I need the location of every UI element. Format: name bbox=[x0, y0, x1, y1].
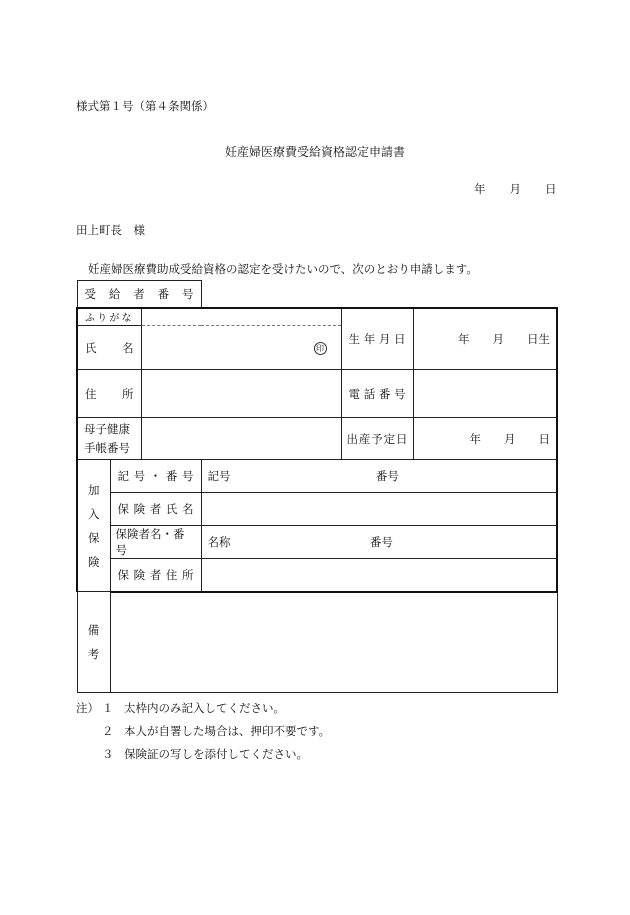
insurer-row bbox=[77, 526, 557, 559]
address-row bbox=[77, 370, 557, 418]
notes-prefix: 注） bbox=[76, 701, 99, 715]
date-year: 年 bbox=[474, 182, 486, 196]
address-field[interactable] bbox=[141, 370, 341, 418]
insured-name-field[interactable] bbox=[201, 493, 557, 526]
insured-name-label: 保険者氏名 bbox=[110, 493, 201, 526]
application-form-table bbox=[76, 280, 558, 693]
name-label: 氏名 bbox=[77, 326, 141, 370]
birthdate-field[interactable] bbox=[413, 308, 557, 370]
symbol-number-label: 記号・番号 bbox=[110, 460, 201, 493]
insurance-char-4: 険 bbox=[88, 554, 100, 569]
maternal-book-label-2: 手帳番号 bbox=[84, 440, 130, 455]
remarks-row bbox=[77, 592, 557, 693]
birth-month: 月 bbox=[492, 331, 505, 346]
address-label: 住所 bbox=[77, 370, 141, 418]
insured-name-row bbox=[77, 493, 557, 526]
remarks-label bbox=[77, 592, 110, 693]
seal-mark: 印 bbox=[314, 342, 327, 355]
due-month: 月 bbox=[504, 431, 516, 446]
due-date-label: 出産予定日 bbox=[341, 418, 413, 460]
due-date-field[interactable] bbox=[413, 418, 557, 460]
date-month: 月 bbox=[509, 182, 521, 196]
insurance-char-3: 保 bbox=[88, 530, 100, 545]
insurer-name-number-label: 保険者名・番号 bbox=[110, 526, 201, 559]
maternal-book-row bbox=[77, 418, 557, 460]
due-year: 年 bbox=[469, 431, 482, 446]
addressee: 田上町長 様 bbox=[76, 223, 145, 237]
note-2-no: ２ bbox=[102, 724, 114, 738]
note-2-text: 本人が自署した場合は、押印不要です。 bbox=[124, 724, 331, 738]
note-3 bbox=[76, 743, 330, 766]
insurance-group-label bbox=[77, 460, 110, 592]
insured-address-field[interactable] bbox=[201, 559, 557, 592]
phone-field[interactable] bbox=[413, 370, 557, 418]
maternal-book-label bbox=[77, 418, 141, 460]
maternal-book-label-1: 母子健康 bbox=[84, 421, 130, 436]
furigana-label: ふりがな bbox=[77, 308, 141, 326]
maternal-book-field[interactable] bbox=[141, 418, 341, 460]
remarks-char-2: 考 bbox=[87, 647, 100, 661]
date-day: 日 bbox=[545, 182, 557, 196]
document-title: 妊産婦医療費受給資格認定申請書 bbox=[224, 145, 405, 159]
note-1-no: １ bbox=[102, 701, 114, 715]
recipient-number-field[interactable] bbox=[201, 281, 557, 308]
due-day: 日 bbox=[538, 431, 551, 446]
birth-year: 年 bbox=[458, 331, 470, 346]
insurer-field[interactable] bbox=[201, 526, 557, 559]
insurance-char-2: 入 bbox=[88, 506, 100, 521]
recipient-number-row bbox=[77, 281, 557, 308]
insurance-char-1: 加 bbox=[88, 482, 100, 497]
note-1 bbox=[76, 697, 330, 720]
symbol-label: 記号 bbox=[207, 469, 231, 483]
insured-address-label: 保険者住所 bbox=[110, 559, 201, 592]
birthdate-label: 生年月日 bbox=[341, 308, 413, 370]
number-label: 番号 bbox=[375, 469, 399, 483]
symbol-number-row bbox=[77, 460, 557, 493]
note-3-text: 保険証の写しを添付してください。 bbox=[124, 747, 308, 761]
birth-day: 日生 bbox=[527, 331, 551, 346]
form-number: 様式第１号（第４条関係） bbox=[76, 99, 214, 113]
furigana-row bbox=[77, 308, 557, 326]
symbol-number-field[interactable] bbox=[201, 460, 557, 493]
intro-text: 妊産婦医療費助成受給資格の認定を受けたいので、次のとおり申請します。 bbox=[88, 262, 478, 276]
insured-address-row bbox=[77, 559, 557, 592]
remarks-char-1: 備 bbox=[87, 623, 100, 637]
remarks-field[interactable] bbox=[110, 592, 557, 693]
furigana-field[interactable] bbox=[141, 308, 341, 326]
phone-label: 電話番号 bbox=[341, 370, 413, 418]
name-field[interactable] bbox=[141, 326, 341, 370]
note-1-text: 太枠内のみ記入してください。 bbox=[124, 701, 285, 715]
note-3-no: ３ bbox=[102, 747, 114, 761]
note-2 bbox=[76, 720, 330, 743]
insurer-name-label: 名称 bbox=[207, 535, 231, 549]
application-date bbox=[474, 181, 557, 197]
recipient-number-label: 受給者番号 bbox=[77, 281, 201, 308]
insurer-number-label: 番号 bbox=[369, 535, 393, 549]
notes bbox=[76, 697, 330, 766]
